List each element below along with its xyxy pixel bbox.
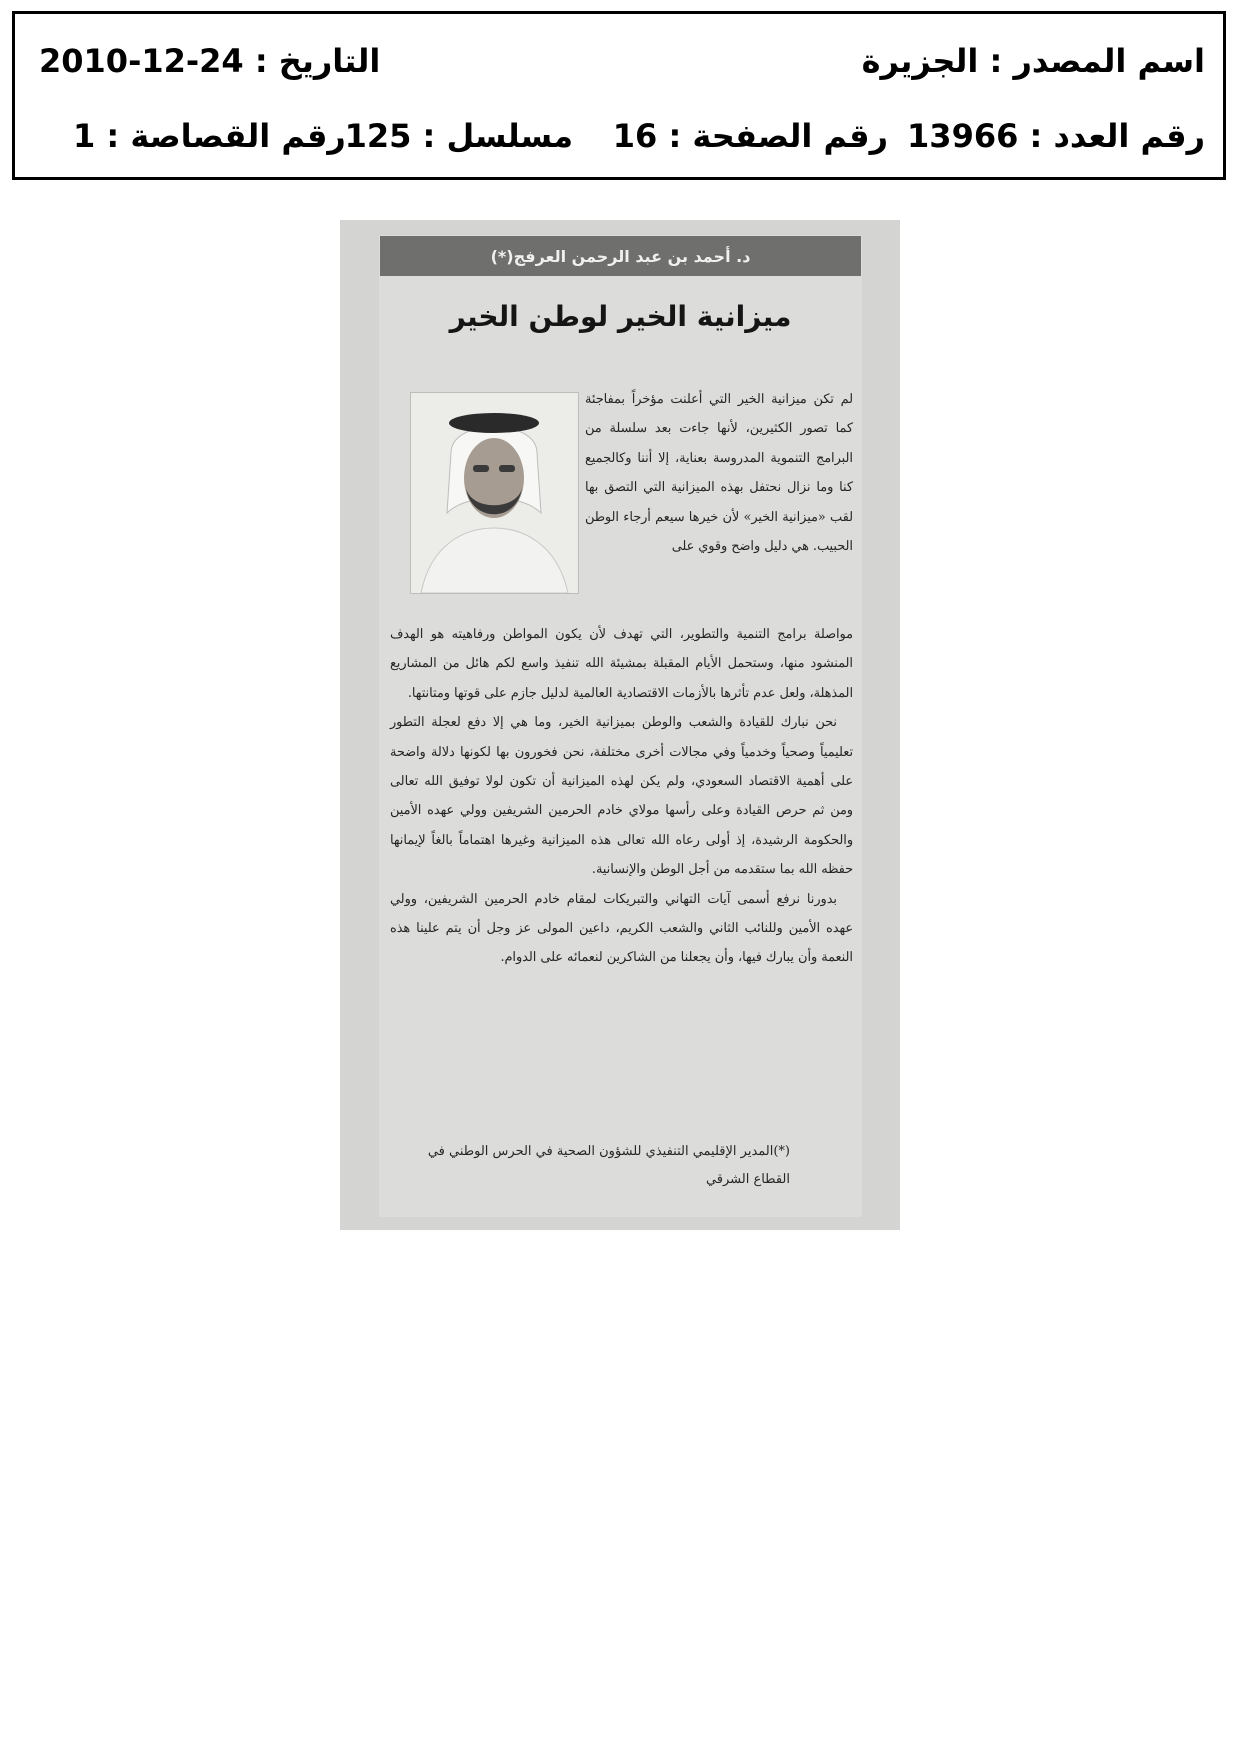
publication-date: التاريخ : 24-12-2010	[39, 42, 381, 80]
paragraph-2: نحن نبارك للقيادة والشعب والوطن بميزانية الخير، وما هي إلا دفع لعجلة التطور تعليمياً وصحياً وخدمياً وفي مجالات أخرى مختلفة، نحن فخورون بها لكونها دلالة واضحة على أهمية الاقتصاد السعودي، ولم يكن لهذه الميزانية أن تكون لولا توفيق الله تعالى ومن ثم حرص القيادة وعلى رأسها مولاي خادم الحرمين الشريفين وولي عهده الأمين والحكومة الرشيدة، إذ أولى رعاه الله تعالى هذه الميزانية وغيرها اهتماماً بالغاً لإيمانها حفظه الله بما ستقدمه من أجل الوطن والإنسانية.	[390, 715, 854, 878]
issue-number: رقم العدد : 13966	[907, 117, 1205, 155]
author-name: د. أحمد بن عبد الرحمن العرفج(*)	[490, 246, 751, 266]
author-byline	[380, 236, 861, 276]
author-photo	[410, 392, 579, 594]
paragraph-3: بدورنا نرفع أسمى آيات التهاني والتبريكات لمقام خادم الحرمين الشريفين، وولي عهده الأمين وللنائب الثاني والشعب الكريم، داعين المولى عز وجل أن يتم علينا هذه النعمة وأن يبارك فيها، وأن يجعلنا من الشاكرين لنعمائه على الدوام.	[390, 891, 853, 966]
serial-number: مسلسل : 125	[344, 117, 573, 155]
author-footnote: (*)المدير الإقليمي التنفيذي للشؤون الصحية في الحرس الوطني في القطاع الشرقي	[427, 1144, 790, 1187]
paragraph-1-continued: مواصلة برامج التنمية والتطوير، التي تهدف لأن يكون المواطن ورفاهيته هو الهدف المنشود منها، وستحمل الأيام المقبلة بمشيئة الله تنفيذ واسع لكم هائل من المشاريع المذهلة، ولعل عدم تأثرها بالأزمات الاقتصادية العالمية لدليل جازم على قوتها ومتانتها.	[390, 627, 853, 701]
metadata-header-box	[12, 11, 1226, 180]
page-number: رقم الصفحة : 16	[612, 117, 888, 155]
article-title: ميزانية الخير لوطن الخير	[449, 300, 792, 333]
author-portrait-image	[411, 393, 578, 593]
article-body	[390, 620, 853, 973]
newspaper-clipping	[340, 220, 900, 1230]
article-intro: لم تكن ميزانية الخير التي أعلنت مؤخراً بمفاجئة كما تصور الكثيرين، لأنها جاءت بعد سلسلة من البرامج التنموية المدروسة بعناية، إلا أننا وكالجميع كنا وما نزال نحتفل بهذه الميزانية التي التصق بها لقب «ميزانية الخير» لأن خيرها سيعم أرجاء الوطن الحبيب. هي دليل واضح وقوي على	[585, 392, 853, 555]
source-name: اسم المصدر : الجزيرة	[861, 42, 1205, 80]
clip-number: رقم القصاصة : 1	[73, 117, 346, 155]
